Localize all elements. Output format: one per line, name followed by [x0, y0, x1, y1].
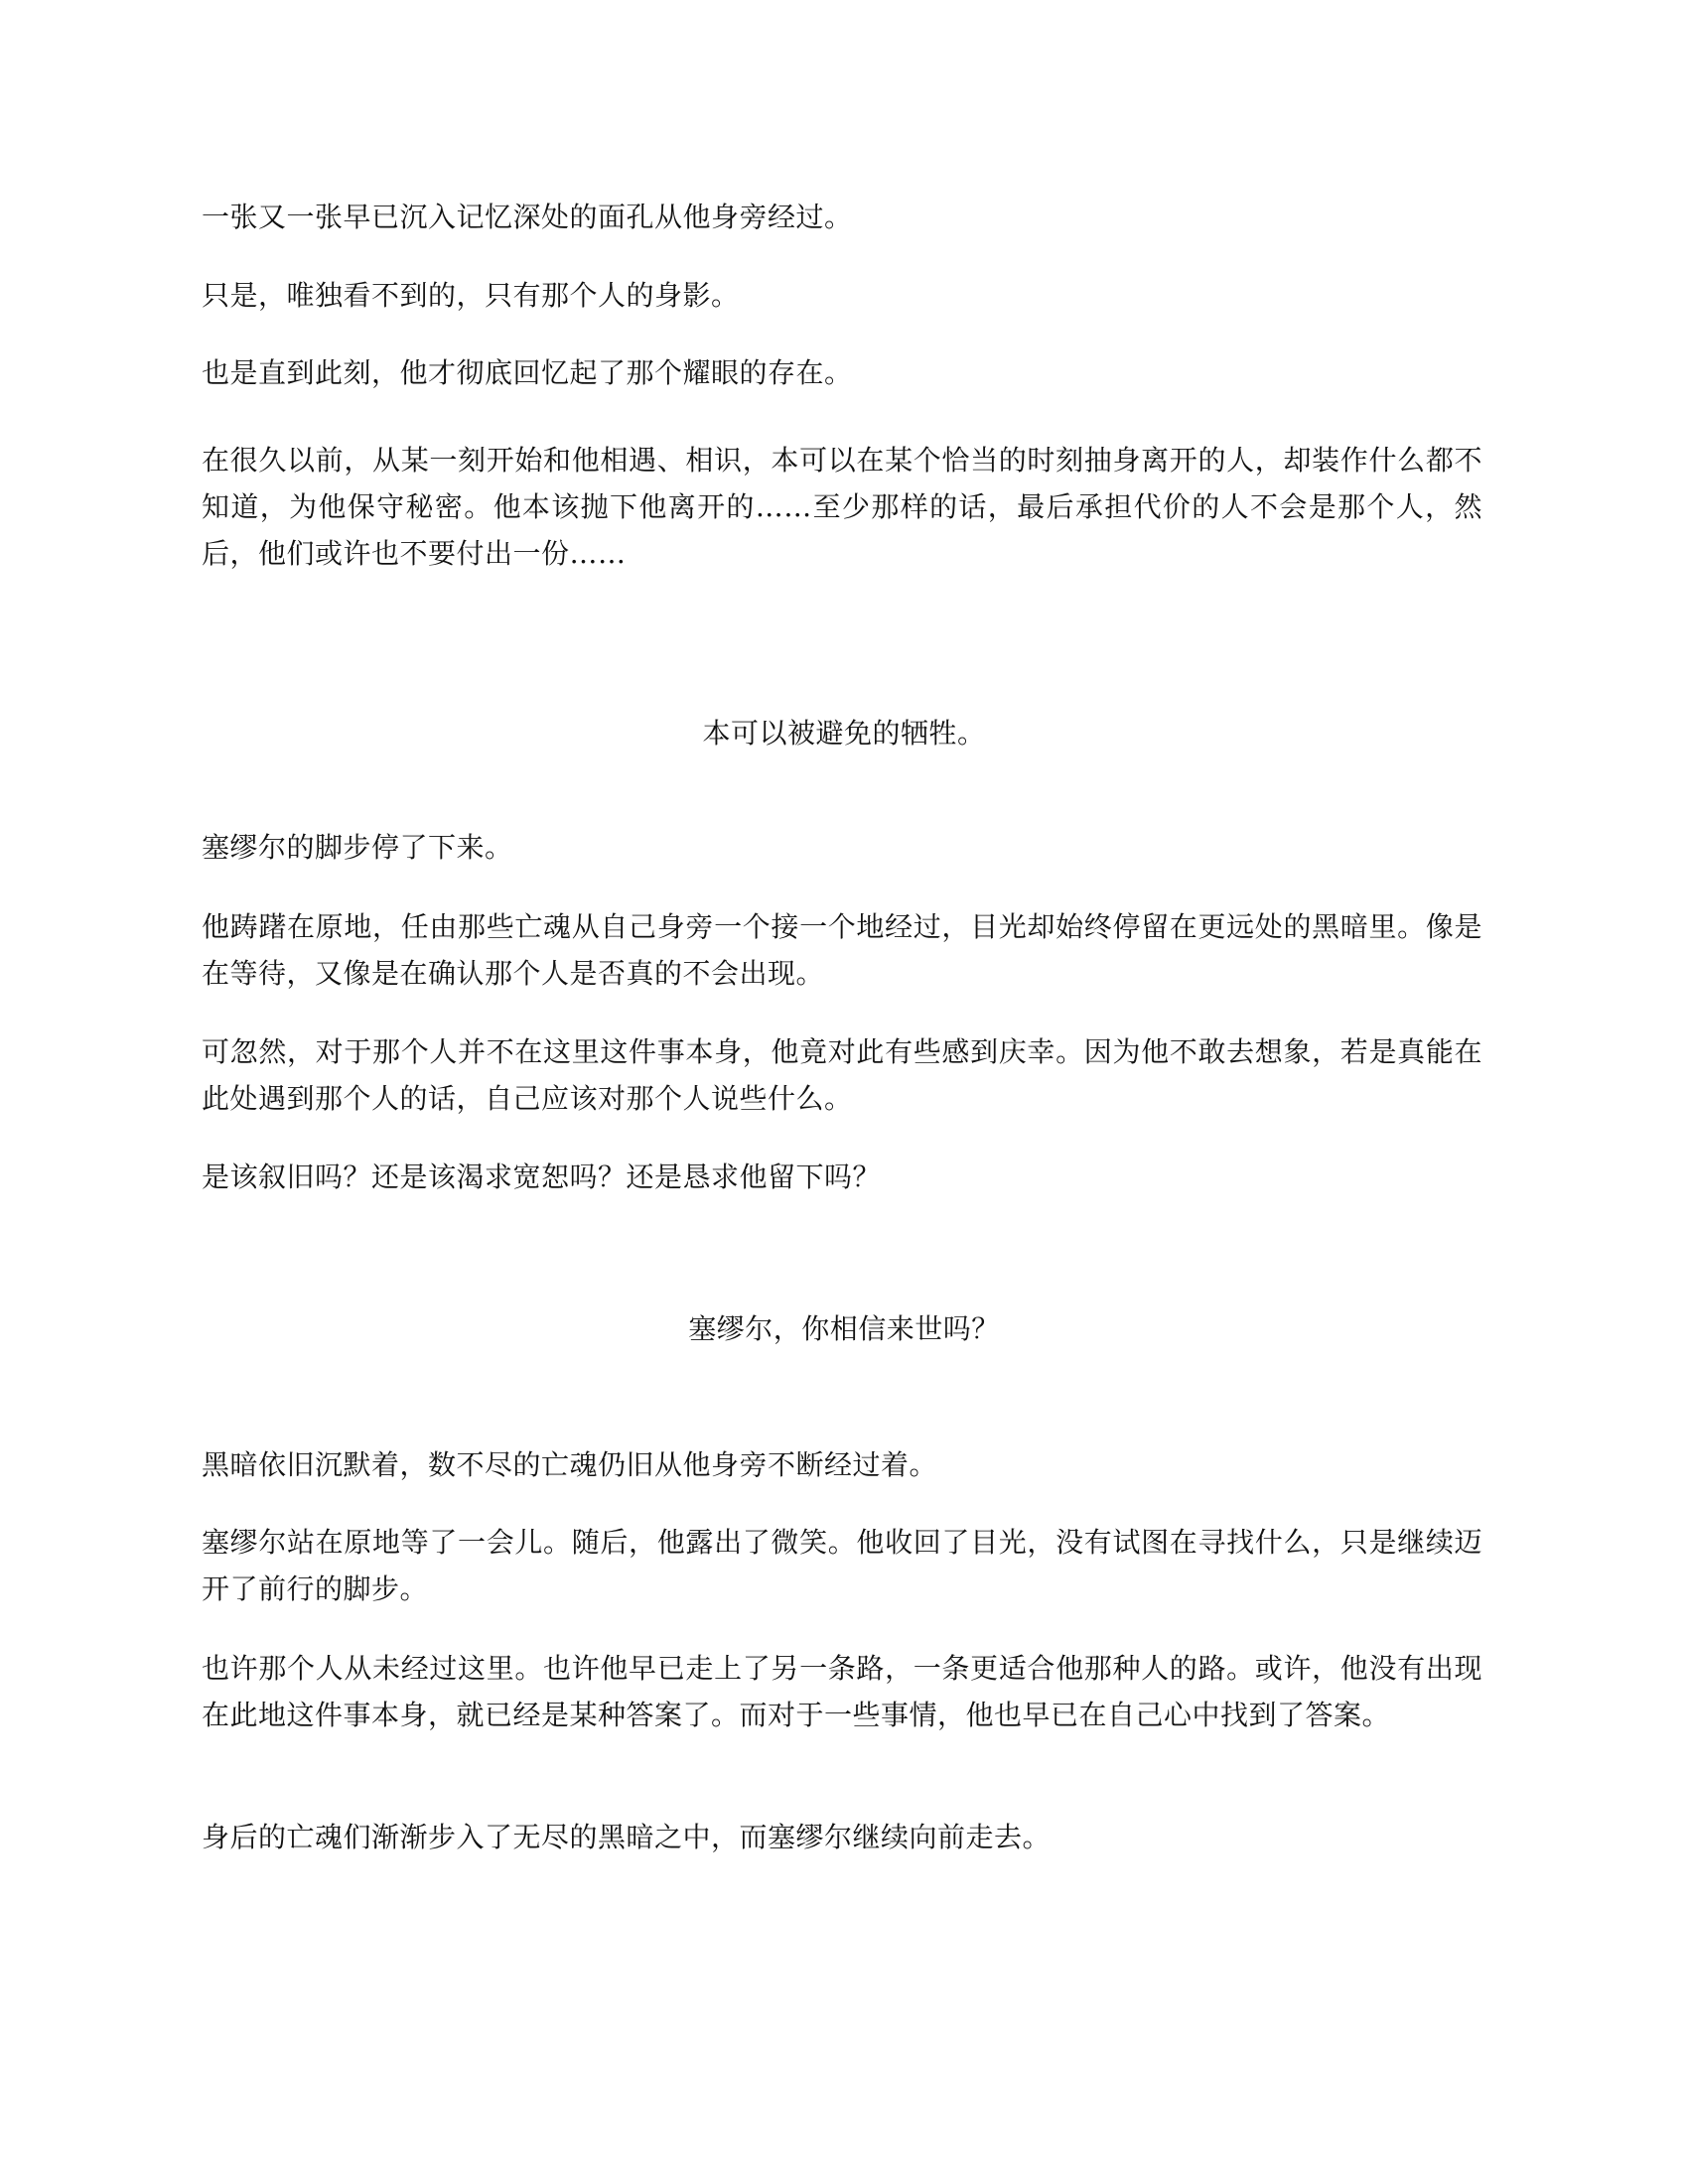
centered-line-2: 塞缪尔，你相信来世吗？ — [688, 1312, 1000, 1345]
paragraph-6: 他踌躇在原地，任由那些亡魂从自己身旁一个接一个地经过，目光却始终停留在更远处的黑暗里。像是在等待，又像是在确认那个人是否真的不会出现。 — [202, 910, 1482, 990]
paragraph-4: 在很久以前，从某一刻开始和他相遇、相识，本可以在某个恰当的时刻抽身离开的人，却装作什么都不知道，为他保守秘密。他本该抛下他离开的……至少那样的话，最后承担代价的人不会是那个人，然后，他们或许也不要付出一份…… — [202, 444, 1482, 570]
paragraph-1: 一张又一张早已沉入记忆深处的面孔从他身旁经过。 — [202, 201, 853, 233]
paragraph-5: 塞缪尔的脚步停了下来。 — [202, 831, 513, 864]
paragraph-3: 也是直到此刻，他才彻底回忆起了那个耀眼的存在。 — [202, 356, 853, 389]
paragraph-12: 身后的亡魂们渐渐步入了无尽的黑暗之中，而塞缪尔继续向前走去。 — [202, 1821, 1052, 1853]
paragraph-2: 只是，唯独看不到的，只有那个人的身影。 — [202, 279, 740, 312]
paragraph-10: 塞缪尔站在原地等了一会儿。随后，他露出了微笑。他收回了目光，没有试图在寻找什么，只是继续迈开了前行的脚步。 — [202, 1526, 1482, 1605]
centered-line-1: 本可以被避免的牺牲。 — [702, 717, 986, 750]
paragraph-9: 黑暗依旧沉默着，数不尽的亡魂仍旧从他身旁不断经过着。 — [202, 1448, 938, 1481]
paragraph-8: 是该叙旧吗？还是该渴求宽恕吗？还是恳求他留下吗？ — [202, 1160, 882, 1193]
paragraph-7: 可忽然，对于那个人并不在这里这件事本身，他竟对此有些感到庆幸。因为他不敢去想象，若是真能在此处遇到那个人的话，自己应该对那个人说些什么。 — [202, 1035, 1482, 1115]
paragraph-11: 也许那个人从未经过这里。也许他早已走上了另一条路，一条更适合他那种人的路。或许，他没有出现在此地这件事本身，就已经是某种答案了。而对于一些事情，他也早已在自己心中找到了答案。 — [202, 1652, 1482, 1731]
